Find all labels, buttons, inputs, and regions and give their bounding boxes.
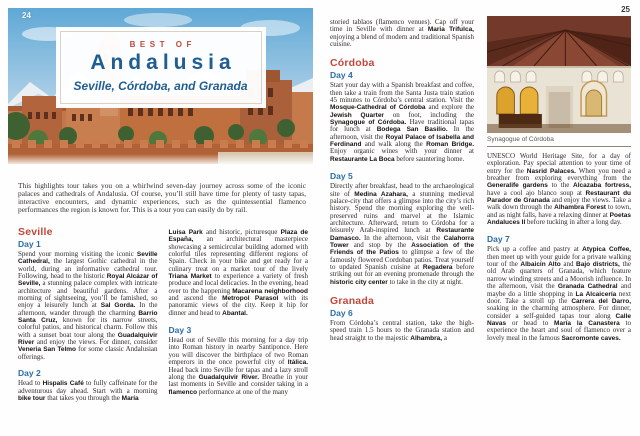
day-4-paragraph: Start your day with a Spanish breakfast and coffee, then take a train from the Santa Justa train station 45 minutes to Córdoba’s central station. Visit the Mosque-Cathedral of Córdoba and explore the Jewish Quarter on foot, including the Synagogue of Córdoba. Have traditional tapas for lunch at Bodega San Basilio. In the afternoon, visit the Royal Palace of Isabella and Ferdinand and walk along the Roman Bridge. Enjoy organic wines with your dinner at Restaurante La Boca before sauntering home.: [330, 81, 474, 163]
day-6-paragraph-continued: UNESCO World Heritage Site, for a day of exploration. Pay special attention to your time of entry for the Nasrid Palaces. When you need a breather from exploring everything from the Generalife gardens to the Alcazaba fortress, have a cool ajo blanco soup at Restaurant du Parador de Granada and enjoy the views. Take a walk down through the Alhambra Forest to town, and as night falls, have a relaxing dinner at Poetas Andaluces II before tucking in after a long day.: [487, 152, 632, 227]
section-heading-seville: Seville: [18, 226, 53, 238]
day-2-paragraph-continued: Luisa Park and historic, picturesque Plaza de España, an architectural masterpiece showcasing a semicircular building adorned with colorful tiles representing different regions of Spain. Check in your bike and get ready for a culinary treat on a market tour of the lively Triana Market to experience a variety of fresh produce and local delicacies. In the evening, head over to the happening Macarena neighborhood and ascend the Metropol Parasol with its panoramic views of the city. Keep it hip for dinner and head to Abantal.: [168, 228, 308, 317]
image-caption: Synagogue of Córdoba: [487, 136, 554, 143]
page-25-column-1: [330, 16, 474, 342]
hero-kicker: BEST OF: [129, 40, 196, 49]
day-7-paragraph: Pick up a coffee and pastry at Atypica Coffee, then meet up with your guide for a private walking tour of the Albaicín Alto and Bajo districts, the old Arab quarters of Granada, which feature narrow winding streets and a Moorish influence. In the afternoon, visit the Granada Cathedral and maybe do a little shopping in La Alcaicería next door. Take a stroll up the Carrera del Darro, soaking in the charming atmosphere. For dinner, consider a self-guided tapas tour along Calle Navas or head to María la Canastera to experience the heart and soul of flamenco over a lovely meal in the famous Sacromonte caves.: [487, 245, 632, 342]
day-7-heading: Day 7: [487, 234, 510, 245]
synagogue-photo-graphic: [487, 16, 631, 133]
day-6-paragraph: From Córdoba’s central station, take the high-speed train 1.5 hours to the Granada station and head straight to the majestic Alhambra, a: [330, 318, 474, 342]
columns-page-25: [330, 16, 631, 342]
best-of-card: [56, 27, 266, 108]
day-5-paragraph: Directly after breakfast, head to the archaeological site of Medina Azahara, a stunning medieval palace-city that offers a glimpse into the city’s rich history. Spend the morning exploring the well-preserved ruins and marvel at the Islamic architecture. Afterward, return to Córdoba for a leisurely Arab-inspired lunch at Restaurante Damasco. In the afternoon, visit the Calahorra Tower and stop by the Association of the Friends of the Patios to glimpse a few of the famously flowered Cordoban patios. Treat yourself to updated Spanish cuisine at Regadera before striking out for an evening promenade through the historic city center to take in the city at night.: [330, 182, 475, 286]
hero-image: [8, 8, 313, 164]
day-1-heading: Day 1: [18, 239, 41, 249]
section-heading-granada: Granada: [330, 294, 374, 307]
day-5-heading: Day 5: [330, 171, 353, 182]
page-number-left: 24: [22, 11, 31, 20]
hero-subtitle: Seville, Córdoba, and Granada: [73, 79, 248, 93]
page-24-column-2: [169, 226, 309, 402]
page-number-right: 25: [621, 5, 630, 14]
day-2-paragraph: Head to Hispalis Café to fully caffeinate for the adventurous day ahead. Start with a morning bike tour that takes you through the María: [18, 379, 158, 402]
day-2-heading: Day 2: [18, 368, 41, 379]
page-24-column-1: [18, 226, 158, 402]
day-3-paragraph-continued: storied tablaos (flamenco venues). Cap off your time in Seville with dinner at Maria Trifulca, enjoying a blend of modern and traditional Spanish cuisine.: [330, 18, 474, 49]
intro-paragraph: This highlights tour takes you on a whirlwind seven-day journey across some of the iconic palaces and cathedrals of Andalusia. Of course, you’ll still have time for plenty of tasty tapas, interactive encounters, and dynamic experiences, such as the quintessential flamenco performances the region is known for. This is a tour you can easily do by rail.: [18, 181, 306, 214]
columns-page-24: [18, 226, 308, 402]
synagogue-figure: [487, 16, 631, 147]
hero-title: Andalusia: [90, 51, 236, 74]
day-6-heading: Day 6: [330, 307, 353, 318]
day-3-paragraph: Head out of Seville this morning for a day trip into Roman history in nearby Santiponce. Here you will discover the birthplace of two Roman emperors in the once powerful city of Itálica. Head back into Seville for tapas and a lazy stroll along the Guadalquivir River. Breathe in your last moments in Seville and consider taking in a flamenco performance at one of the many: [168, 336, 308, 396]
page-25-column-2: [487, 16, 631, 342]
section-heading-cordoba: Córdoba: [330, 57, 375, 70]
day-1-paragraph: Spend your morning visiting the iconic Seville Cathedral, the largest Gothic cathedral in the world, during an informative cathedral tour. Following, head to the historic Royal Alcázar of Seville, a stunning palace complex with intricate architecture and beautiful gardens. After a morning of sightseeing, you’ll be famished, so enjoy a leisurely lunch at Sal Gorda. In the afternoon, wander through the charming Barrio Santa Cruz, known for its narrow streets, colorful patios, and historical charm. Follow this with a sunset boat tour along the Guadalquivir River and enjoy the views. For dinner, consider Veneria San Telmo for some classic Andalusian offerings.: [18, 250, 158, 361]
best-of-card-border: [60, 31, 262, 104]
day-4-heading: Day 4: [330, 70, 353, 81]
caption-rule: [487, 146, 631, 147]
day-3-heading: Day 3: [168, 325, 192, 336]
